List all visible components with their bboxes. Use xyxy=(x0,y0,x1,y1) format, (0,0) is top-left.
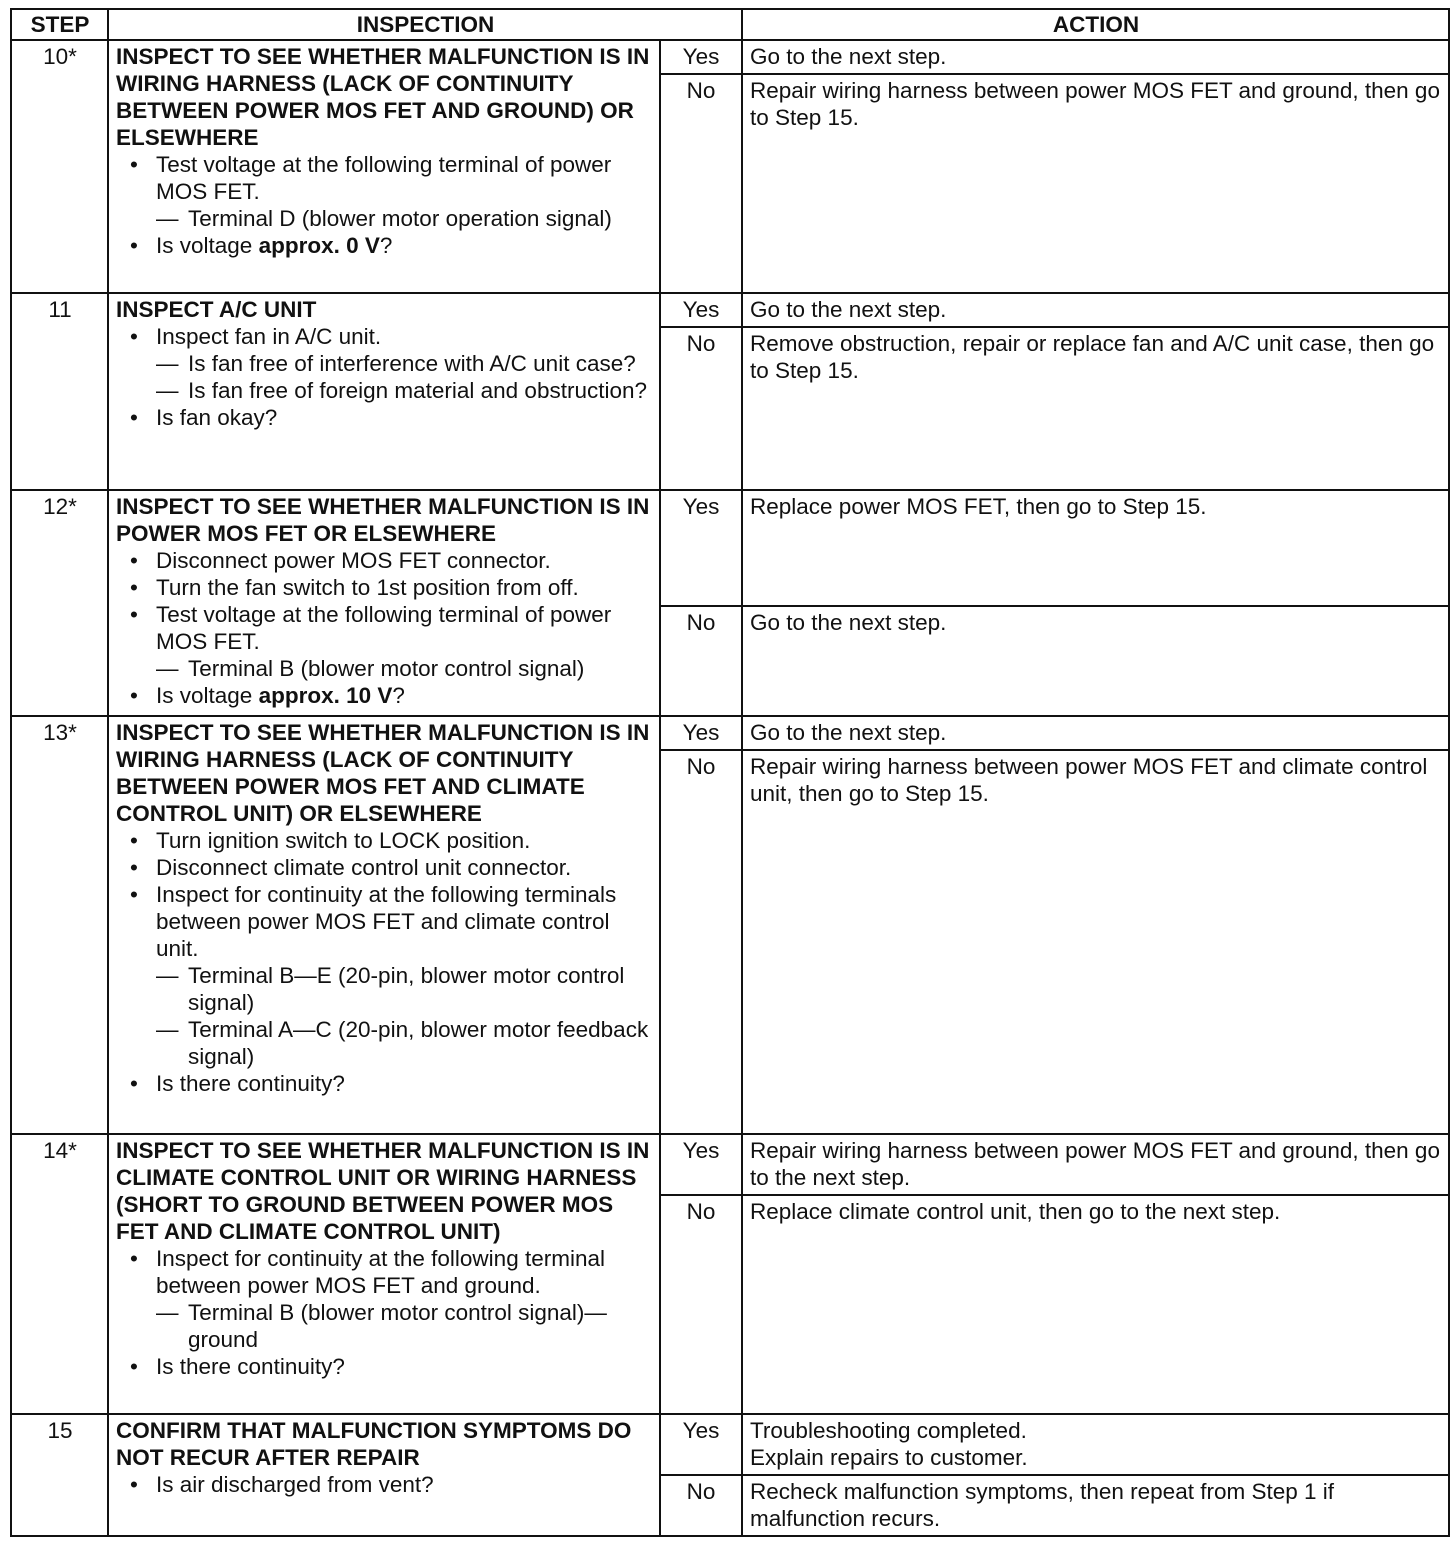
sub-item: — Terminal B (blower motor control signal) xyxy=(116,655,653,682)
yes-action: Repair wiring harness between power MOS FET and ground, then go to the next step. xyxy=(742,1134,1449,1195)
yes-label: Yes xyxy=(660,1414,742,1475)
sub-item: — Is fan free of foreign material and obstruction? xyxy=(116,377,653,404)
inspection-cell xyxy=(108,1134,660,1414)
inspection-title: INSPECT A/C UNIT xyxy=(116,297,317,322)
yes-action: Go to the next step. xyxy=(742,293,1449,327)
header-inspection: INSPECTION xyxy=(108,9,742,40)
no-label: No xyxy=(660,606,742,716)
no-label: No xyxy=(660,1195,742,1414)
inspection-cell xyxy=(108,1414,660,1536)
sub-item: — Terminal A—C (20-pin, blower motor feedback signal) xyxy=(116,1016,653,1070)
inspection-title: INSPECT TO SEE WHETHER MALFUNCTION IS IN CLIMATE CONTROL UNIT OR WIRING HARNESS (SHORT TO GROUND BETWEEN POWER MOS FET AND CLIMATE CONTROL UNIT) xyxy=(116,1138,650,1244)
no-label: No xyxy=(660,74,742,293)
inspection-cell xyxy=(108,40,660,293)
inspection-cell xyxy=(108,716,660,1134)
step-number: 13* xyxy=(11,716,108,1134)
step-number: 12* xyxy=(11,490,108,716)
header-step: STEP xyxy=(11,9,108,40)
inspection-title: INSPECT TO SEE WHETHER MALFUNCTION IS IN POWER MOS FET OR ELSEWHERE xyxy=(116,494,650,546)
no-action: Go to the next step. xyxy=(742,606,1449,716)
step-number: 14* xyxy=(11,1134,108,1414)
step-13-yes-row xyxy=(11,716,1449,750)
bullet: • Turn ignition switch to LOCK position. xyxy=(116,827,653,854)
sub-item: — Terminal B (blower motor control signal)—ground xyxy=(116,1299,653,1353)
no-label: No xyxy=(660,750,742,1134)
yes-label: Yes xyxy=(660,1134,742,1195)
yes-label: Yes xyxy=(660,293,742,327)
bullet: • Is there continuity? xyxy=(116,1353,653,1380)
step-number: 15 xyxy=(11,1414,108,1536)
yes-label: Yes xyxy=(660,490,742,606)
inspection-cell xyxy=(108,293,660,490)
no-action: Replace climate control unit, then go to the next step. xyxy=(742,1195,1449,1414)
yes-action: Replace power MOS FET, then go to Step 15. xyxy=(742,490,1449,606)
yes-label: Yes xyxy=(660,716,742,750)
no-action: Remove obstruction, repair or replace fan and A/C unit case, then go to Step 15. xyxy=(742,327,1449,490)
inspection-title: CONFIRM THAT MALFUNCTION SYMPTOMS DO NOT RECUR AFTER REPAIR xyxy=(116,1418,632,1470)
yes-action-line: Explain repairs to customer. xyxy=(750,1445,1028,1470)
bullet: • Test voltage at the following terminal of power MOS FET. xyxy=(116,151,653,205)
step-14-yes-row xyxy=(11,1134,1449,1195)
no-label: No xyxy=(660,1475,742,1536)
bullet: • Is fan okay? xyxy=(116,404,653,431)
bullet: • Disconnect climate control unit connector. xyxy=(116,854,653,881)
step-12-yes-row xyxy=(11,490,1449,606)
bullet: • Test voltage at the following terminal of power MOS FET. xyxy=(116,601,653,655)
no-action: Recheck malfunction symptoms, then repeat from Step 1 if malfunction recurs. xyxy=(742,1475,1449,1536)
no-action: Repair wiring harness between power MOS FET and ground, then go to Step 15. xyxy=(742,74,1449,293)
yes-action-line: Troubleshooting completed. xyxy=(750,1418,1027,1443)
bullet: • Is voltage approx. 0 V? xyxy=(116,232,653,259)
no-action: Repair wiring harness between power MOS FET and climate control unit, then go to Step 15. xyxy=(742,750,1449,1134)
bullet: • Inspect fan in A/C unit. xyxy=(116,323,653,350)
sub-item: — Terminal D (blower motor operation signal) xyxy=(116,205,653,232)
bullet: • Is voltage approx. 10 V? xyxy=(116,682,653,709)
bullet: • Turn the fan switch to 1st position from off. xyxy=(116,574,653,601)
yes-action xyxy=(742,1414,1449,1475)
header-row xyxy=(11,9,1449,40)
yes-action: Go to the next step. xyxy=(742,40,1449,74)
inspection-title: INSPECT TO SEE WHETHER MALFUNCTION IS IN WIRING HARNESS (LACK OF CONTINUITY BETWEEN POWER MOS FET AND CLIMATE CONTROL UNIT) OR ELSEWHERE xyxy=(116,720,650,826)
yes-label: Yes xyxy=(660,40,742,74)
sub-item: — Is fan free of interference with A/C unit case? xyxy=(116,350,653,377)
bullet: • Inspect for continuity at the following terminal between power MOS FET and ground. xyxy=(116,1245,653,1299)
troubleshooting-table xyxy=(10,8,1450,1537)
step-number: 10* xyxy=(11,40,108,293)
step-10-yes-row xyxy=(11,40,1449,74)
bullet: • Is there continuity? xyxy=(116,1070,653,1097)
sub-item: — Terminal B—E (20-pin, blower motor control signal) xyxy=(116,962,653,1016)
step-11-yes-row xyxy=(11,293,1449,327)
yes-action: Go to the next step. xyxy=(742,716,1449,750)
inspection-title: INSPECT TO SEE WHETHER MALFUNCTION IS IN WIRING HARNESS (LACK OF CONTINUITY BETWEEN POWER MOS FET AND GROUND) OR ELSEWHERE xyxy=(116,44,650,150)
no-label: No xyxy=(660,327,742,490)
step-15-yes-row xyxy=(11,1414,1449,1475)
inspection-cell xyxy=(108,490,660,716)
step-number: 11 xyxy=(11,293,108,490)
header-action: ACTION xyxy=(742,9,1449,40)
bullet: • Inspect for continuity at the following terminals between power MOS FET and climate control unit. xyxy=(116,881,653,962)
bullet: • Disconnect power MOS FET connector. xyxy=(116,547,653,574)
bullet: • Is air discharged from vent? xyxy=(116,1471,653,1498)
